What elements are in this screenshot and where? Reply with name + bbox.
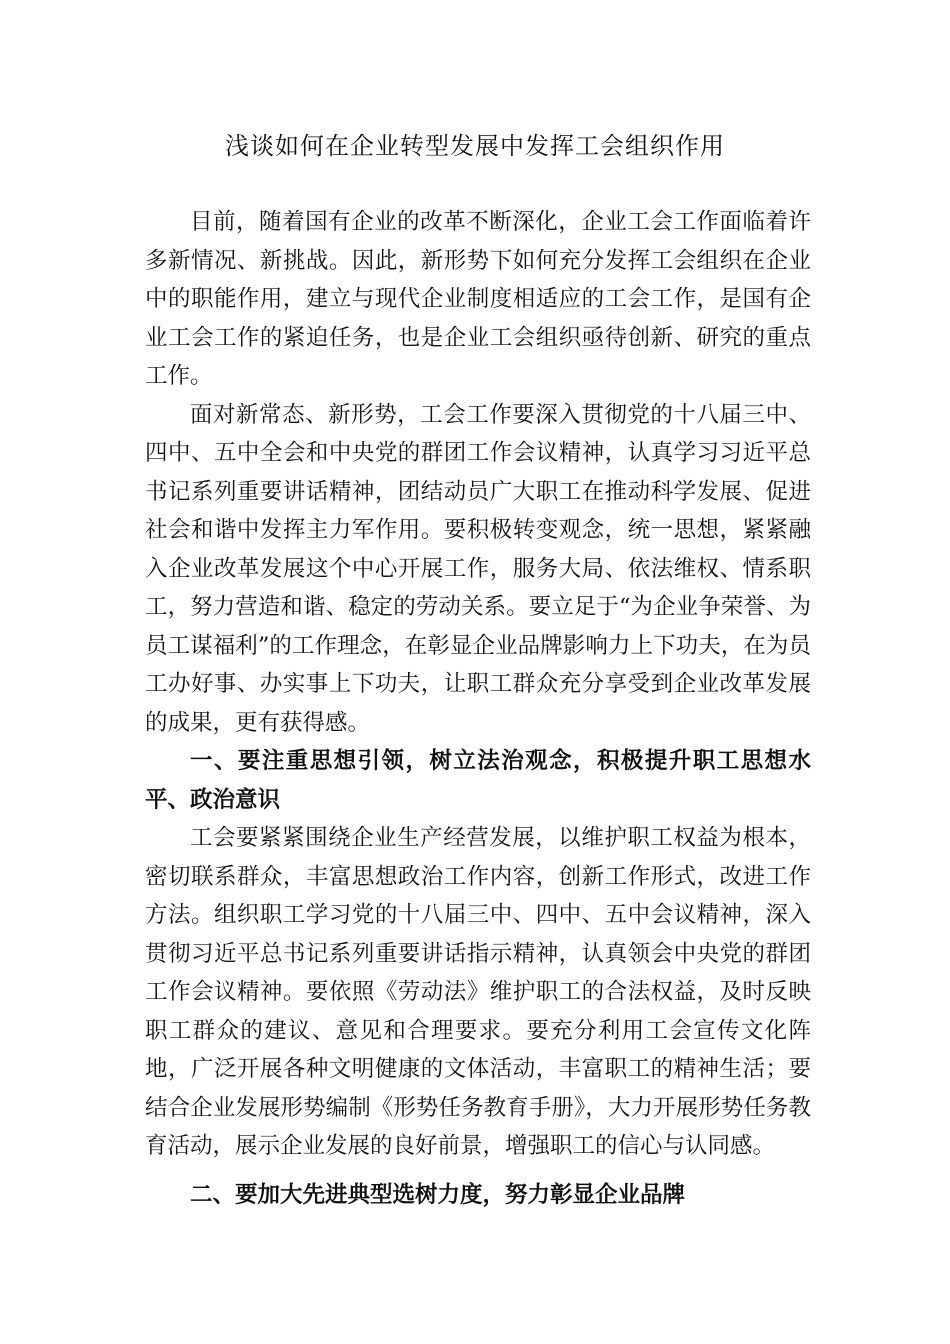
body-paragraph: 工会要紧紧围绕企业生产经营发展，以维护职工权益为根本，密切联系群众，丰富思想政治工作内容，创新工作形式，改进工作方法。组织职工学习党的十八届三中、四中、五中会议精神，深入贯彻习近平总书记系列重要讲话指示精神，认真领会中央党的群团工作会议精神。要依照《劳动法》维护职工的合法权益，及时反映职工群众的建议、意见和合理要求。要充分利用工会宣传文化阵地，广泛开展各种文明健康的文体活动，丰富职工的精神生活；要结合企业发展形势编制《形势任务教育手册》，大力开展形势任务教育活动，展示企业发展的良好前景，增强职工的信心与认同感。	[145, 825, 811, 1159]
document-title: 浅谈如何在企业转型发展中发挥工会组织作用	[225, 132, 725, 160]
section-heading: 二、要加大先进典型选树力度，努力彰显企业品牌	[190, 1181, 686, 1208]
section-heading: 一、要注重思想引领，树立法治观念，积极提升职工思想水平、政治意识	[145, 748, 811, 813]
body-paragraph: 面对新常态、新形势，工会工作要深入贯彻党的十八届三中、四中、五中全会和中央党的群团工作会议精神，认真学习习近平总书记系列重要讲话精神，团结动员广大职工在推动科学发展、促进社会和谐中发挥主力军作用。要积极转变观念，统一思想，紧紧融入企业改革发展这个中心开展工作，服务大局、依法维权、情系职工，努力营造和谐、稳定的劳动关系。要立足于“为企业争荣誉、为员工谋福利”的工作理念，在彰显企业品牌影响力上下功夫，在为员工办好事、办实事上下功夫，让职工群众充分享受到企业改革发展的成果，更有获得感。	[145, 401, 811, 736]
document-body	[145, 203, 811, 1214]
body-paragraph: 目前，随着国有企业的改革不断深化，企业工会工作面临着许多新情况、新挑战。因此，新形势下如何充分发挥工会组织在企业中的职能作用，建立与现代企业制度相适应的工会工作，是国有企业工会工作的紧迫任务，也是企业工会组织亟待创新、研究的重点工作。	[145, 209, 811, 389]
